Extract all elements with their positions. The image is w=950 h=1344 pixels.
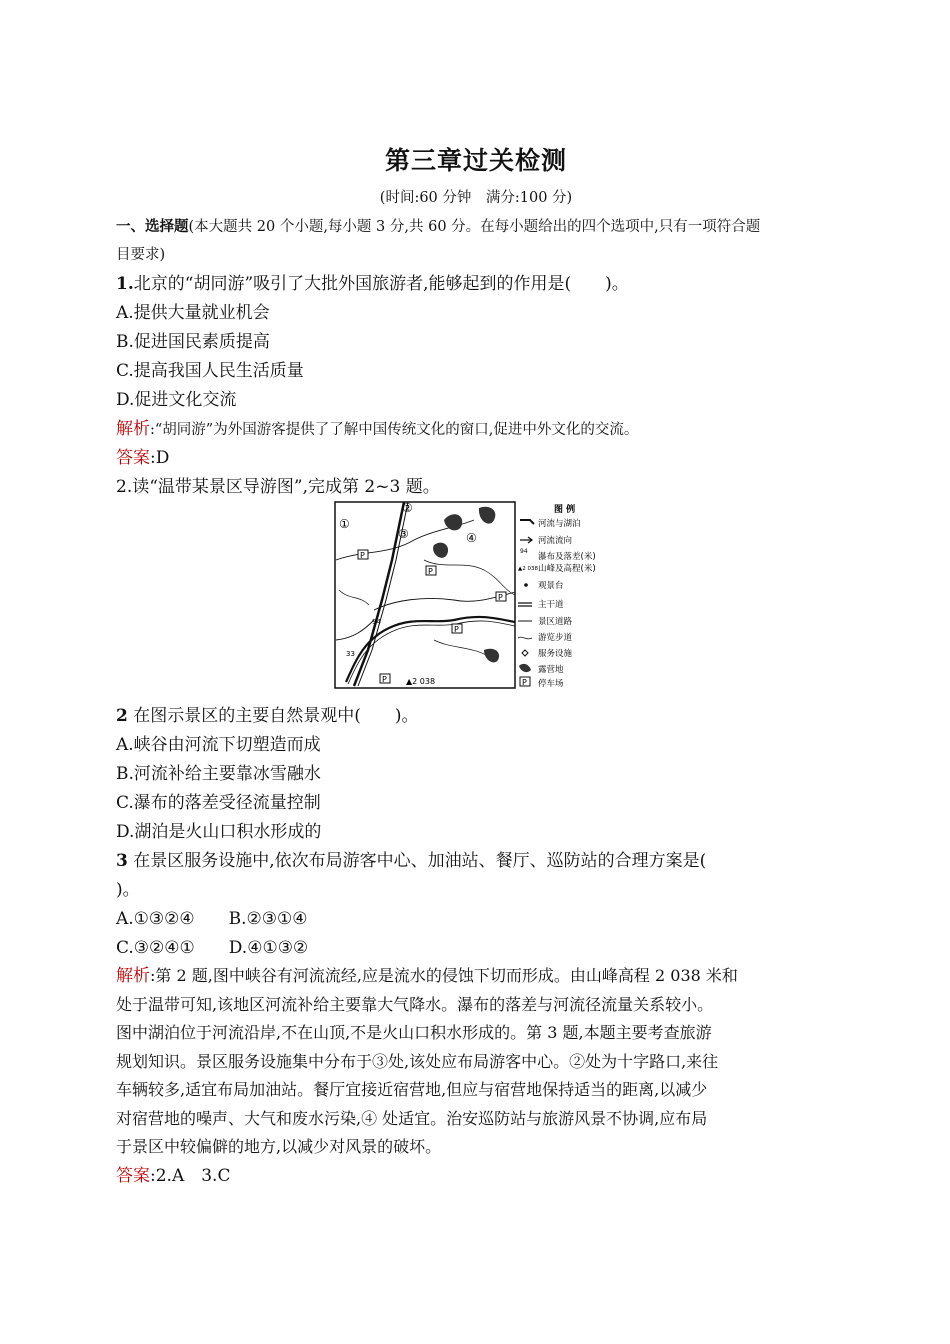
svg-text:P: P	[428, 567, 433, 576]
waterfall-33-label: 33	[346, 650, 355, 658]
q2-option-d: D.湖泊是火山口积水形成的	[116, 822, 322, 842]
q3-option-d: D.④①③②	[228, 938, 309, 958]
instruction-text: (本大题共 20 个小题,每小题 3 分,共 60 分。在每小题给出的四个选项中,只有一项符合题	[188, 219, 761, 235]
q2-intro: 2.读“温带某景区导游图”,完成第 2~3 题。	[116, 477, 440, 497]
legend-service: 服务设施	[538, 649, 573, 659]
legend-title: 图 例	[554, 505, 576, 515]
legend-flow: 河流流向	[538, 536, 573, 546]
legend-fall: 瀑布及落差(米)	[538, 552, 596, 562]
q1-answer	[116, 447, 836, 469]
parking-icon	[496, 592, 506, 602]
scenic-area-map	[334, 500, 606, 692]
q2-option-a: A.峡谷由河流下切塑造而成	[116, 735, 321, 755]
q3-options-row1	[116, 908, 836, 930]
legend-parking: 停车场	[538, 679, 564, 689]
q3-option-a: A.①③②④	[116, 909, 195, 929]
point-3: ③	[398, 527, 409, 541]
legend-campsite: 露营地	[538, 665, 564, 675]
page-title: 第三章过关检测	[384, 146, 567, 175]
svg-text:P: P	[382, 675, 387, 684]
analysis-line: 于景区中较偏僻的地方,以减少对风景的破坏。	[116, 1137, 442, 1156]
waterfall-94-label: 94	[372, 618, 381, 626]
campsite-icon	[519, 664, 531, 672]
q2-option-b: B.河流补给主要靠冰雪融水	[116, 764, 321, 784]
legend-trail: 游览步道	[538, 633, 573, 643]
q3-stem-cont: )。	[116, 880, 140, 900]
peak-label: ▲2 038	[406, 677, 436, 686]
q2-text: 在图示景区的主要自然景观中( )。	[127, 706, 419, 726]
q2-option-c: C.瀑布的落差受径流量控制	[116, 793, 321, 813]
map-legend	[518, 503, 596, 689]
instruction-cont: 目要求)	[116, 247, 166, 263]
q2-stem	[116, 705, 836, 727]
point-2: ②	[402, 501, 413, 515]
q3-text: 在景区服务设施中,依次布局游客中心、加油站、餐厅、巡防站的合理方案是(	[127, 851, 707, 871]
legend-scenic-road: 景区道路	[538, 617, 573, 627]
q3-options-row2	[116, 937, 836, 959]
parking-icon	[380, 674, 390, 684]
legend-river-lake: 河流与湖泊	[538, 519, 581, 529]
q1-analysis-text: :“胡同游”为外国游客提供了了解中国传统文化的窗口,促进中外文化的交流。	[150, 422, 639, 438]
analysis-label: 解析	[116, 966, 150, 986]
trail-icon	[518, 637, 532, 639]
exam-info: (时间:60 分钟 满分:100 分)	[379, 190, 573, 206]
answer-label: 答案	[116, 448, 150, 468]
section-heading: 一、选择题	[116, 218, 189, 235]
q2-number: 2	[116, 706, 128, 726]
parking-icon	[358, 550, 368, 560]
svg-text:P: P	[454, 625, 459, 634]
legend-peak-sample: ▲2 038	[518, 566, 538, 572]
q23-answer-text: :2.A 3.C	[150, 1166, 231, 1186]
q3-stem	[116, 850, 836, 872]
analysis-line: 解析:第 2 题,图中峡谷有河流流经,应是流水的侵蚀下切而形成。由山峰高程 2 038 米和	[116, 966, 738, 986]
analysis-line: 规划知识。景区服务设施集中分布于③处,该处应布局游客中心。②处为十字路口,来往	[116, 1051, 719, 1071]
flow-direction-icon	[520, 537, 532, 543]
main-road-icon	[518, 603, 532, 606]
q1-answer-text: :D	[150, 448, 170, 468]
analysis-line: 处于温带可知,该地区河流补给主要靠大气降水。瀑布的落差与河流径流量关系较小。	[116, 994, 714, 1014]
q3-option-b: B.②③①④	[228, 909, 308, 929]
answer-label: 答案	[116, 1166, 150, 1186]
legend-main-road: 主干道	[538, 600, 564, 610]
q23-analysis	[116, 962, 836, 1162]
parking-legend-icon	[520, 677, 530, 687]
q1-analysis	[116, 418, 836, 441]
q3-option-c: C.③②④①	[116, 938, 195, 958]
legend-viewpoint: 观景台	[538, 581, 564, 591]
q1-option-b: B.促进国民素质提高	[116, 332, 270, 352]
point-1: ①	[339, 517, 350, 531]
q1-option-a: A.提供大量就业机会	[116, 303, 270, 323]
analysis-label: 解析	[116, 419, 150, 439]
svg-text:P: P	[498, 593, 503, 602]
parking-icon	[452, 624, 462, 634]
analysis-line: 图中湖泊位于河流沿岸,不在山顶,不是火山口积水形成的。第 3 题,本题主要考查旅游	[116, 1023, 712, 1042]
q1-stem	[116, 273, 836, 295]
service-icon	[522, 650, 528, 656]
q1-option-d: D.促进文化交流	[116, 390, 237, 410]
map-frame	[335, 502, 515, 688]
legend-peak: 山峰及高程(米)	[538, 564, 596, 574]
parking-icon	[426, 566, 436, 576]
q3-number: 3	[116, 851, 128, 871]
legend-fall-sample: 94	[520, 548, 528, 555]
section-instruction	[116, 216, 836, 238]
viewpoint-icon	[524, 583, 528, 587]
analysis-line: 车辆较多,适宜布局加油站。餐厅宜接近宿营地,但应与宿营地保持适当的距离,以减少	[116, 1080, 708, 1099]
river-lake-icon	[520, 520, 534, 524]
q23-answer	[116, 1165, 836, 1187]
q1-text: 北京的“胡同游”吸引了大批外国旅游者,能够起到的作用是( )。	[133, 274, 629, 294]
svg-text:P: P	[360, 551, 365, 560]
point-4: ④	[466, 531, 477, 545]
q1-option-c: C.提高我国人民生活质量	[116, 361, 304, 381]
analysis-line: 对宿营地的噪声、大气和废水污染,④ 处适宜。治安巡防站与旅游风景不协调,应布局	[116, 1108, 708, 1128]
q1-number: 1.	[116, 274, 134, 294]
svg-text:P: P	[522, 678, 527, 687]
